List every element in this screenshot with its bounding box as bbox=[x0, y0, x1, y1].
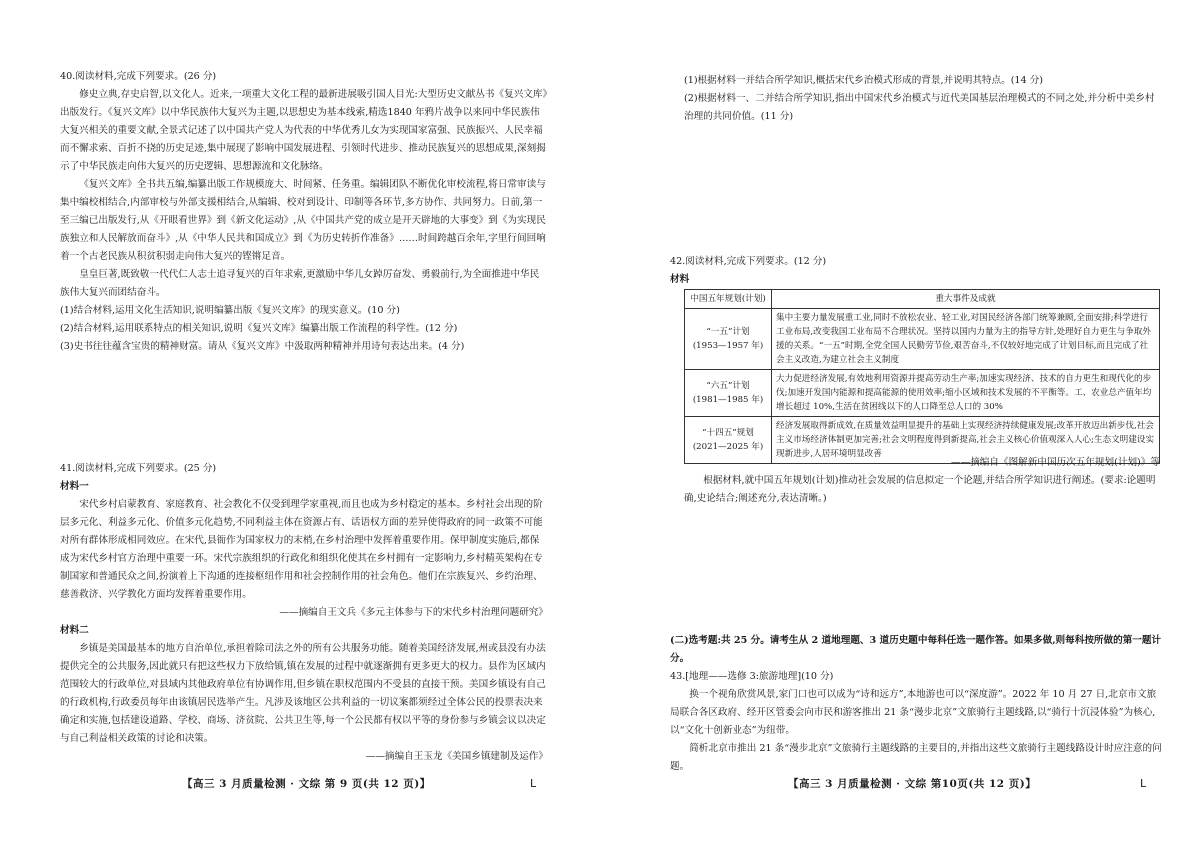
plan-name: “六五”计划 bbox=[706, 381, 750, 391]
table-header-row bbox=[685, 290, 1160, 309]
table-header-plan: 中国五年规划(计划) bbox=[685, 290, 772, 309]
question-41-questions bbox=[684, 72, 1164, 126]
question-41-sub-1: (1)根据材料一并结合所学知识,概括宋代乡治模式形成的背景,并说明其特点。(14 分) bbox=[684, 75, 1044, 86]
elective-section bbox=[670, 632, 1164, 776]
question-40-paragraph-3: 皇皇巨著,既致敬一代代仁人志士追寻复兴的百年求索,更激励中华儿女踔厉奋发、勇毅前行,为全面推进中华民族伟大复兴而团结奋斗。 bbox=[60, 269, 540, 298]
table-row bbox=[685, 309, 1160, 370]
question-41-sub-2: (2)根据材料一、二并结合所学知识,指出中国宋代乡治模式与近代美国基层治理模式的不同之处,并分析中美乡村治理的共同价值。(11 分) bbox=[684, 93, 1155, 122]
question-40-sub-2: (2)结合材料,运用联系特点的相关知识,说明《复兴文库》编纂出版工作流程的科学性。(12 分) bbox=[60, 323, 458, 334]
five-year-plan-table bbox=[684, 289, 1160, 464]
question-43-question: 简析北京市推出 21 条“漫步北京”文旅骑行主题线路的主要目的,并指出这些文旅骑行主题线路设计时应注意的问题。 bbox=[670, 743, 1162, 772]
question-40-title: 40.阅读材料,完成下列要求。(26 分) bbox=[60, 71, 217, 82]
question-40-sub-3: (3)史书往往蕴含宝贵的精神财富。请从《复兴文库》中汲取两种精神并用诗句表达出来。(4 分) bbox=[60, 341, 465, 352]
elective-head: (二)选考题:共 25 分。请考生从 2 道地理题、3 道历史题中每科任选一题作答。如果多做,则每科按所做的第一题计分。 bbox=[670, 635, 1162, 664]
question-41-title: 41.阅读材料,完成下列要求。(25 分) bbox=[60, 463, 217, 474]
question-40 bbox=[60, 68, 548, 356]
material-1-text: 宋代乡村启蒙教育、家庭教育、社会教化不仅受到理学家重视,而且也成为乡村稳定的基本。乡村社会出现的阶层多元化、利益多元化、价值多元化趋势,不同利益主体在资源占有、话语权方面的差异使得政府的同一政策不可能对所有群体形成相同效应。在宋代,县衙作为国家权力的末梢,在乡村治理中发挥着重要作用。保甲制度实施后,都保成为宋代乡村官方治理中重要一环。宋代宗族组织的行政化和组织化使其在乡村拥有一定影响力,乡村精英架构在专制国家和普通民众之间,扮演着上下沟通的连接枢纽作用和社会控制作用的社会角色。他们在宗族复兴、乡约治理、慈善救济、兴学教化方面均发挥着重要作用。 bbox=[60, 499, 543, 600]
material-1-label: 材料一 bbox=[60, 481, 89, 492]
material-1-source: ——摘编自王文兵《多元主体参与下的宋代乡村治理问题研究》 bbox=[279, 607, 548, 618]
question-42-footer bbox=[684, 454, 1160, 508]
right-page-footer: 【高三 3 月质量检测 · 文综 第10页(共 12 页)】 bbox=[788, 778, 1037, 790]
right-page-mark: L bbox=[1140, 777, 1147, 790]
material-2-source: ——摘编自王玉龙《美国乡镇建制及运作》 bbox=[365, 751, 548, 762]
material-2-text: 乡镇是美国最基本的地方自治单位,承担着除司法之外的所有公共服务功能。随着美国经济发展,州或县没有办法提供完全的公共服务,因此就只有把这些权力下放给镇,镇在发展的过程中就逐渐拥有更多更大的权力。县作为区域内范围较大的行政单位,对县域内其他政府单位有协调作用,但乡镇在职权范围内不受县的直接干预。美国乡镇设有自己的行政机构,行政委员每年由该镇居民选举产生。凡涉及该地区公共利益的一切议案都须经过全体公民的投票表决来确定和实施,包括建设道路、学校、商场、济贫院、公共卫生等,每一个公民都有权以平等的身份参与乡镇会议以决定与自己利益相关政策的讨论和决策。 bbox=[60, 643, 546, 744]
left-page-mark: L bbox=[530, 777, 537, 790]
plan-years: (2021—2025 年) bbox=[692, 442, 764, 452]
plan-event: 集中主要力量发展重工业,同时不放松农业、轻工业,对国民经济各部门统筹兼顾,全面安排;科学进行工业布局,改变我国工业布局不合理状况。坚持以国内力量为主的指导方针,处理好自力更生与争取外援的关系。“一五”时期,全党全国人民勤劳节俭,艰苦奋斗,不仅较好地完成了计划目标,而且完成了社会主义改造,为建立社会主义制度 bbox=[772, 309, 1160, 370]
table-row bbox=[685, 370, 1160, 417]
question-40-sub-1: (1)结合材料,运用文化生活知识,说明编纂出版《复兴文库》的现实意义。(10 分) bbox=[60, 305, 400, 316]
plan-years: (1953—1957 年) bbox=[692, 341, 764, 351]
table-source: ——摘编自《图解新中国历次五年规划(计划)》等 bbox=[951, 457, 1160, 468]
question-43-text: 换一个视角欣赏风景,家门口也可以成为“诗和远方”,本地游也可以“深度游”。2022 年 10 月 27 日,北京市文旅局联合各区政府、经开区管委会向市民和游客推出 21 条“漫步北京”文旅骑行主题线路,以“骑行十沉浸体验”为核心,以“文化十创新业态”为纽带。 bbox=[670, 689, 1157, 736]
left-page-footer: 【高三 3 月质量检测 · 文综 第 9 页(共 12 页)】 bbox=[182, 778, 431, 790]
question-42-material-label: 材料 bbox=[670, 274, 690, 285]
plan-event: 大力促进经济发展,有效地利用资源并提高劳动生产率;加速实现经济、技术的自力更生和现代化的步伐;加速开发国内能源和提高能源的使用效率;缩小区域和技术发展的不平衡等。工、农业总产值年均增长超过 10%,生活在贫困线以下的人口降至总人口的 30% bbox=[772, 370, 1160, 417]
question-40-paragraph-1: 修史立典,存史启智,以文化人。近来,一项重大文化工程的最新进展吸引国人目光:大型历史文献丛书《复兴文库》出版发行。《复兴文库》以中华民族伟大复兴为主题,以思想史为基本线索,精选1840 年鸦片战争以来同中华民族伟大复兴相关的重要文献,全景式记述了以中国共产党人为代表的中华优秀儿女为实现国家富强、民族振兴、人民幸福而不懈求索、百折不挠的历史足迹,集中展现了影响中国发展进程、引领时代进步、推动民族复兴的思想成果,深刻揭示了中华民族走向伟大复兴的历史逻辑、思想源流和文化脉络。 bbox=[60, 89, 548, 172]
material-2-label: 材料二 bbox=[60, 625, 89, 636]
right-page bbox=[600, 0, 1200, 849]
plan-name: “十四五”规划 bbox=[702, 428, 754, 438]
plan-event: 经济发展取得新成效,在质量效益明显提升的基础上实现经济持续健康发展;改革开放迈出新步伐,社会主义市场经济体制更加完善;社会文明程度得到新提高,社会主义核心价值观深入人心;生态文明建设实现新进步,人居环境明显改善 bbox=[772, 417, 1160, 464]
question-41 bbox=[60, 460, 548, 766]
question-42-title: 42.阅读材料,完成下列要求。(12 分) bbox=[670, 256, 827, 267]
table-header-event: 重大事件及成就 bbox=[772, 290, 1160, 309]
plan-name: “一五”计划 bbox=[706, 327, 750, 337]
plan-name-cell bbox=[685, 309, 772, 370]
plan-name-cell bbox=[685, 370, 772, 417]
question-42-header bbox=[670, 253, 1160, 289]
question-42-prompt: 根据材料,就中国五年规划(计划)推动社会发展的信息拟定一个论题,并结合所学知识进行阐述。(要求:论题明确,史论结合;阐述充分,表达清晰。) bbox=[684, 475, 1156, 504]
question-40-paragraph-2: 《复兴文库》全书共五编,编纂出版工作规模庞大、时间紧、任务重。编辑团队不断优化审校流程,将日常审读与集中编校相结合,内部审校与外部支援相结合,从编辑、校对到设计、印制等各环节,多方协作、共同努力。日前,第一至三编已出版发行,从《开眼看世界》到《新文化运动》,从《中国共产党的成立是开天辟地的大事变》到《为实现民族独立和人民解放而奋斗》,从《中华人民共和国成立》到《为历史转折作准备》……时间跨越百余年,字里行间回响着一个古老民族从积贫积弱走向伟大复兴的铿锵足音。 bbox=[60, 179, 546, 262]
question-43-title: 43.[地理——选修 3:旅游地理](10 分) bbox=[670, 671, 834, 682]
plan-years: (1981—1985 年) bbox=[692, 395, 764, 405]
